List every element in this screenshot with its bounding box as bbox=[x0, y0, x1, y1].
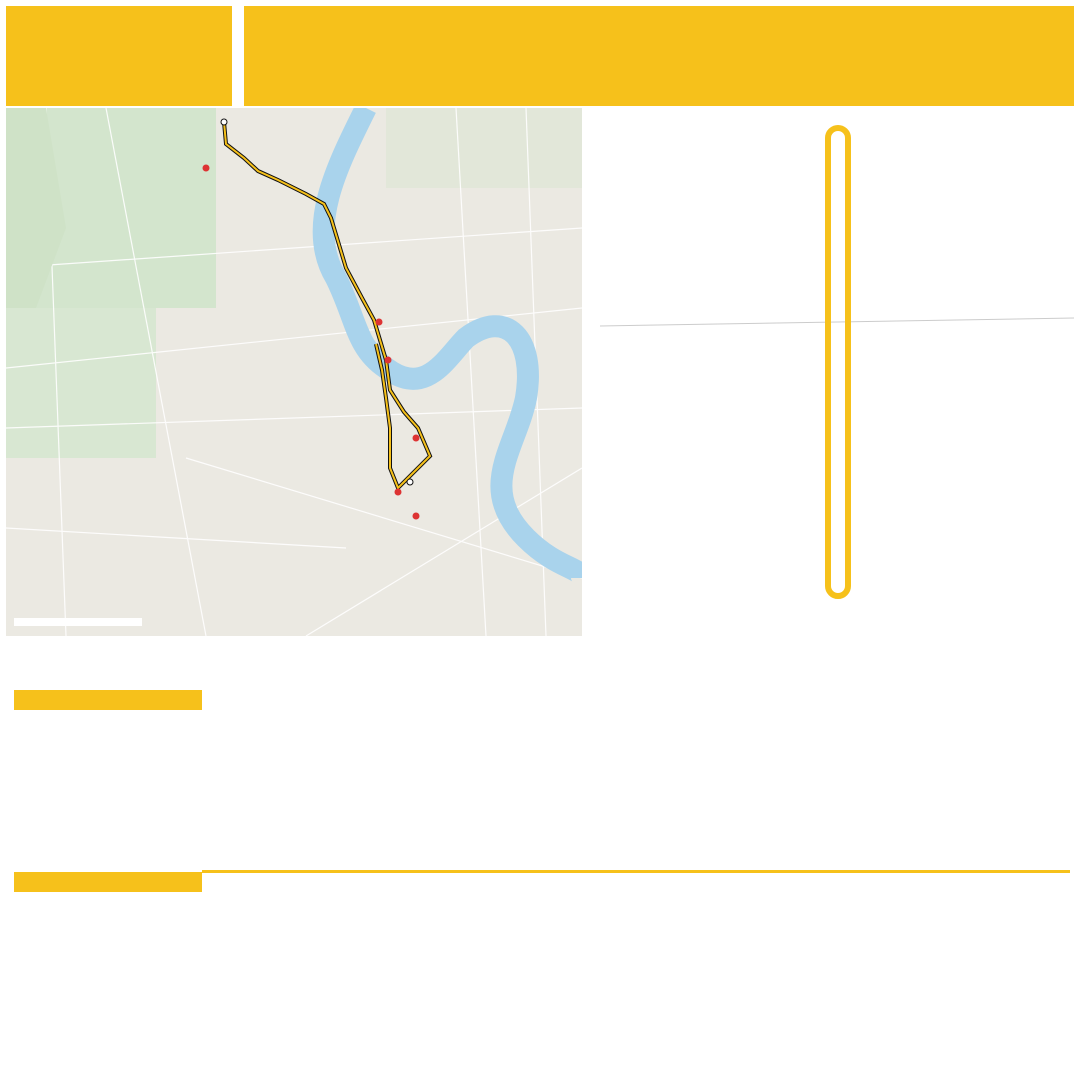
route-number bbox=[6, 6, 232, 106]
map-svg bbox=[6, 108, 582, 636]
direction-label-2 bbox=[14, 872, 202, 892]
route-title bbox=[244, 6, 1074, 106]
map-legend bbox=[14, 618, 142, 626]
route-map bbox=[6, 108, 582, 636]
exp-realty-logo bbox=[944, 898, 1020, 944]
diagram-svg bbox=[600, 108, 1074, 638]
schedule-subtitle bbox=[18, 668, 29, 683]
direction-divider bbox=[202, 870, 1070, 873]
route-diagram bbox=[600, 108, 1074, 638]
direction-label-1 bbox=[14, 690, 202, 710]
